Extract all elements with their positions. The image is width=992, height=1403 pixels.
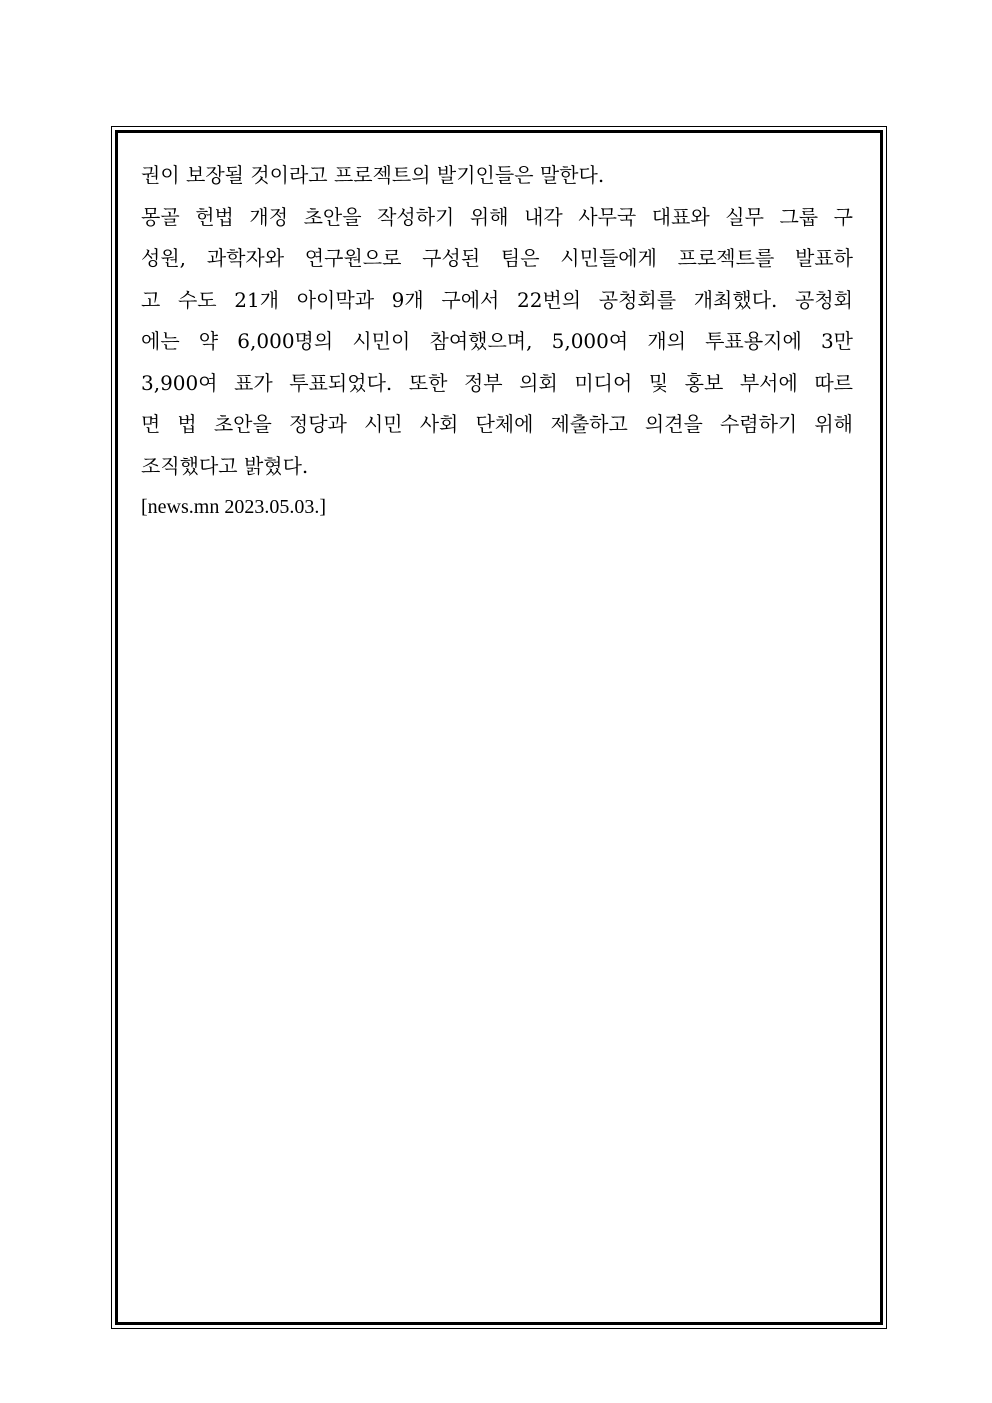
article-line: 성원, 과학자와 연구원으로 구성된 팀은 시민들에게 프로젝트를 발표하 <box>141 246 853 270</box>
article-line: 면 법 초안을 정당과 시민 사회 단체에 제출하고 의견을 수렴하기 위해 <box>141 412 853 436</box>
article-line: 조직했다고 밝혔다. <box>141 453 309 478</box>
article-line: 3,900여 표가 투표되었다. 또한 정부 의회 미디어 및 홍보 부서에 따르 <box>141 370 853 395</box>
article-line: 몽골 헌법 개정 초안을 작성하기 위해 내각 사무국 대표와 실무 그룹 구 <box>141 204 853 229</box>
source-citation: [news.mn 2023.05.03.] <box>141 496 326 518</box>
article-line: 권이 보장될 것이라고 프로젝트의 발기인들은 말한다. <box>141 163 605 187</box>
article-body <box>141 155 853 529</box>
article-line: 고 수도 21개 아이막과 9개 구에서 22번의 공청회를 개최했다. 공청회 <box>141 287 853 312</box>
article-line: 에는 약 6,000명의 시민이 참여했으며, 5,000여 개의 투표용지에 3만 <box>141 329 853 353</box>
